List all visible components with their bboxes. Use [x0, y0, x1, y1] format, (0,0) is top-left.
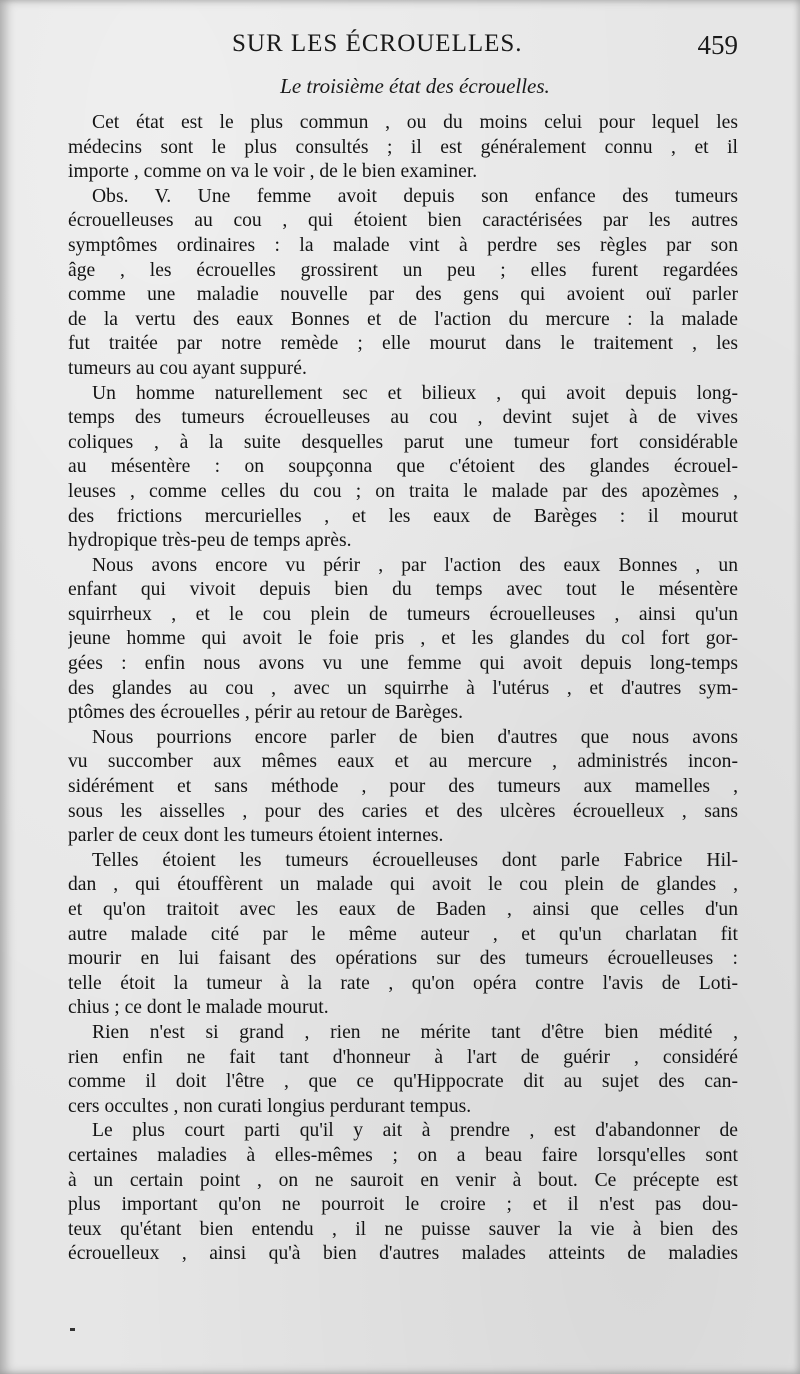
text-line: Obs. V. Une femme avoit depuis son enfance des tumeurs [92, 185, 738, 207]
text-line: au mésentère : on soupçonna que c'étoient des glandes écrouel- [68, 456, 738, 478]
text-line: écrouelleuses au cou , qui étoient bien caractérisées par les autres [68, 210, 738, 232]
text-line: écrouelleux , ainsi qu'à bien d'autres malades atteints de maladies [68, 1243, 738, 1265]
text-line: des glandes au cou , avec un squirrhe à l'utérus , et d'autres sym- [68, 677, 738, 699]
section-heading: Le troisième état des écrouelles. [280, 74, 550, 98]
text-line: temps des tumeurs écrouelleuses au cou , devint sujet à de vives [68, 407, 738, 429]
text-line: fut traitée par notre remède ; elle mourut dans le traitement , les [68, 333, 738, 355]
text-line: rien enfin ne fait tant d'honneur à l'art de guérir , considéré [68, 1046, 738, 1068]
text-line: mourir en lui faisant des opérations sur des tumeurs écrouelleuses : [68, 948, 738, 970]
text-line: Nous pourrions encore parler de bien d'autres que nous avons [92, 726, 738, 748]
text-line: autre malade cité par le même auteur , et qu'un charlatan fit [68, 923, 738, 945]
text-line: Cet état est le plus commun , ou du moins celui pour lequel les [92, 112, 738, 133]
text-line: Telles étoient les tumeurs écrouelleuses dont parle Fabrice Hil- [92, 849, 738, 871]
text-line: Un homme naturellement sec et bilieux , qui avoit depuis long- [92, 382, 738, 404]
text-line: squirrheux , et le cou plein de tumeurs écrouelleuses , ainsi qu'un [68, 603, 738, 625]
text-line: telle étoit la tumeur à la rate , qu'on opéra contre l'avis de Loti- [68, 972, 738, 994]
text-line: certaines maladies à elles-mêmes ; on a beau faire lorsqu'elles sont [68, 1144, 738, 1166]
running-title: SUR LES ÉCROUELLES. [232, 30, 523, 57]
text-line: gées : enfin nous avons vu une femme qui avoit depuis long-temps [68, 653, 738, 675]
text-line: plus important qu'on ne pourroit le croire ; et il n'est pas dou- [68, 1194, 738, 1216]
text-line: importe , comme on va le voir , de le bien examiner. [68, 161, 478, 183]
text-line: enfant qui vivoit depuis bien du temps avec tout le mésentère [68, 579, 738, 601]
text-line: dan , qui étouffèrent un malade qui avoit le cou plein de glandes , [68, 874, 738, 896]
text-line: médecins sont le plus consultés ; il est généralement connu , et il [68, 136, 738, 158]
text-line: chius ; ce dont le malade mourut. [68, 997, 329, 1019]
page-number: 459 [697, 30, 738, 60]
text-line: coliques , à la suite desquelles parut une tumeur fort considérable [68, 431, 738, 453]
text-line: vu succomber aux mêmes eaux et au mercure , administrés incon- [68, 751, 738, 773]
text-line: leuses , comme celles du cou ; on traita le malade par des apozèmes , [68, 480, 738, 502]
text-line: à un certain point , on ne sauroit en venir à bout. Ce précepte est [68, 1169, 738, 1191]
text-line: sous les aisselles , pour des caries et des ulcères écrouelleux , sans [68, 800, 738, 822]
text-line: comme une maladie nouvelle par des gens qui avoient ouï parler [68, 284, 738, 306]
text-line: Nous avons encore vu périr , par l'action des eaux Bonnes , un [92, 554, 738, 576]
text-line: hydropique très-peu de temps après. [68, 530, 352, 552]
text-line: parler de ceux dont les tumeurs étoient internes. [68, 825, 444, 847]
text-line: de la vertu des eaux Bonnes et de l'action du mercure : la malade [68, 308, 738, 330]
text-line: teux qu'étant bien entendu , il ne puisse sauver la vie à bien des [68, 1218, 738, 1240]
body-text [68, 111, 738, 1267]
text-line: Le plus court parti qu'il y ait à prendre , est d'abandonner de [92, 1120, 738, 1142]
ink-speck [70, 1328, 75, 1331]
text-line: tumeurs au cou ayant suppuré. [68, 357, 307, 379]
text-line: comme il doit l'être , que ce qu'Hippocrate dit au sujet des can- [68, 1071, 738, 1093]
text-line: âge , les écrouelles grossirent un peu ; elles furent regardées [68, 259, 738, 281]
text-line: jeune homme qui avoit le foie pris , et les glandes du col fort gor- [68, 628, 738, 650]
text-line: sidérément et sans méthode , pour des tumeurs aux mamelles , [68, 776, 738, 798]
text-line: et qu'on traitoit avec les eaux de Baden , ainsi que celles d'un [68, 899, 738, 920]
text-line: des frictions mercurielles , et les eaux de Barèges : il mourut [68, 505, 738, 527]
text-line: symptômes ordinaires : la malade vint à perdre ses règles par son [68, 234, 738, 256]
running-head [0, 28, 800, 68]
text-line: Rien n'est si grand , rien ne mérite tant d'être bien médité , [92, 1021, 738, 1043]
text-line: ptômes des écrouelles , périr au retour de Barèges. [68, 702, 463, 724]
text-line: cers occultes , non curati longius perdurant tempus. [68, 1095, 472, 1117]
